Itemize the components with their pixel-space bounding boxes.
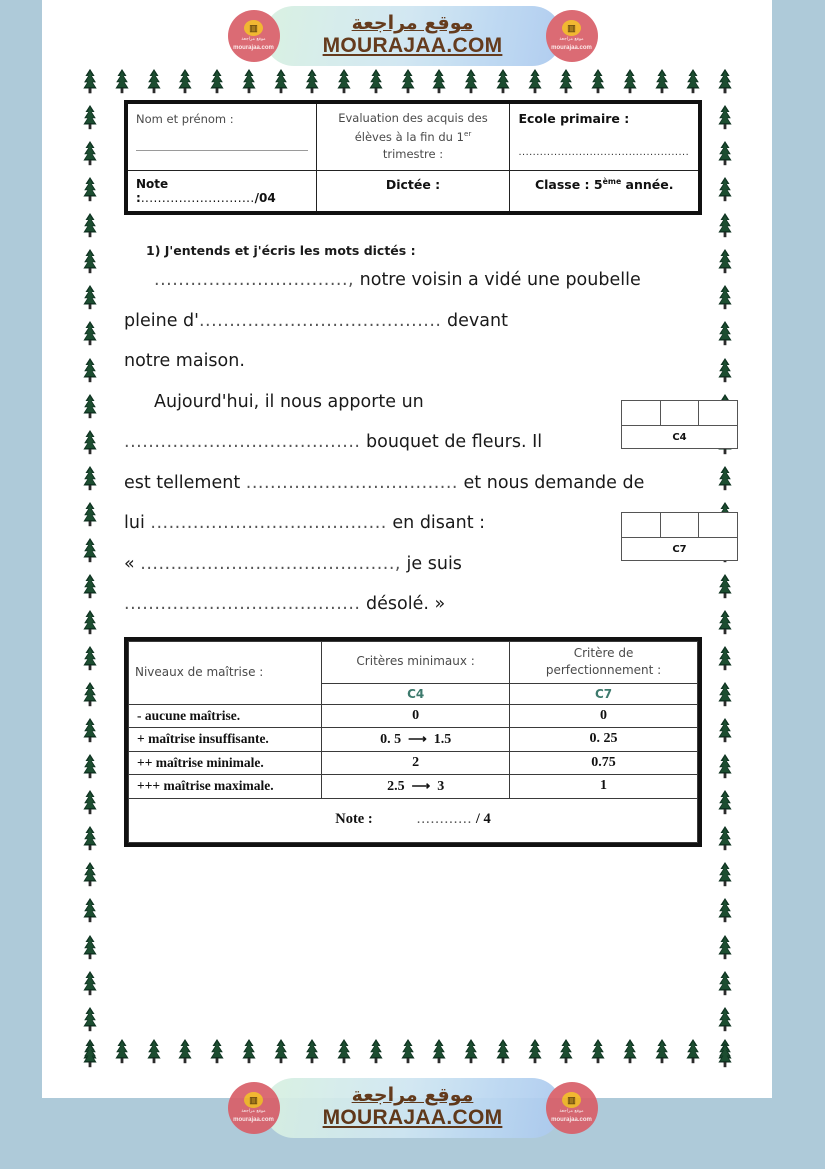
dictation-line	[124, 472, 702, 493]
competency-box-c4-label: C4	[622, 425, 737, 448]
pine-tree-icon	[525, 68, 545, 94]
eval-header-minimal: Critères minimaux :	[322, 641, 510, 683]
sentence-text: «	[124, 553, 141, 574]
dictation-line	[124, 272, 702, 290]
pine-tree-icon	[715, 1042, 735, 1068]
pine-tree-icon	[715, 934, 735, 960]
sentence-text: notre maison.	[124, 351, 245, 372]
pine-tree-icon	[588, 68, 608, 94]
eval-footer-row	[129, 798, 698, 842]
pine-tree-icon	[239, 68, 259, 94]
competency-cell[interactable]	[661, 401, 700, 425]
blank-dots[interactable]: ........................................	[198, 310, 442, 331]
pine-tree-icon	[715, 753, 735, 779]
pine-tree-icon	[207, 1038, 227, 1064]
pine-tree-icon	[80, 357, 100, 383]
pine-tree-icon	[620, 1038, 640, 1064]
pine-tree-icon	[80, 897, 100, 923]
pine-tree-icon	[80, 970, 100, 996]
logo-arabic-text: موقع مراجعة	[241, 1109, 266, 1115]
sentence-text: je suis	[400, 553, 462, 574]
eval-row	[129, 751, 698, 774]
pine-tree-icon	[207, 68, 227, 94]
pine-tree-icon	[652, 68, 672, 94]
eval-code-minimal: C4	[322, 683, 510, 704]
pine-tree-icon	[429, 68, 449, 94]
pine-tree-icon	[715, 609, 735, 635]
pine-tree-icon	[80, 1006, 100, 1032]
eval-header-levels: Niveaux de maîtrise :	[129, 641, 322, 704]
class-sup: ème	[602, 177, 622, 187]
pine-tree-icon	[144, 1038, 164, 1064]
evaluation-table	[128, 641, 698, 843]
blank-dots[interactable]: .......................................	[150, 513, 387, 534]
eval-perfection-value: 0	[510, 704, 698, 727]
eval-level-label: + maîtrise insuffisante.	[129, 727, 322, 751]
sentence-text: devant	[441, 310, 508, 331]
eval-note-label: Note :	[335, 810, 373, 827]
pine-tree-icon	[80, 861, 100, 887]
competency-cell[interactable]	[622, 513, 661, 537]
watermark-site-url: MOURAJAA.COM	[322, 34, 503, 58]
cell-dictee	[316, 171, 510, 214]
logo-arabic-text: موقع مراجعة	[241, 37, 266, 43]
sentence-text: désolé. »	[360, 594, 446, 615]
pine-tree-icon	[525, 1038, 545, 1064]
eval-header-row	[129, 641, 698, 683]
sentence-text: en disant :	[386, 513, 486, 534]
eval-note-total: / 4	[475, 810, 491, 827]
sentence-text: lui	[124, 513, 151, 534]
pine-tree-icon	[80, 501, 100, 527]
pine-tree-icon	[715, 825, 735, 851]
pine-tree-icon	[715, 717, 735, 743]
eval-minimal-value: 0	[322, 704, 510, 727]
dictee-label: Dictée :	[385, 177, 441, 193]
logo-arabic-text: موقع مراجعة	[559, 1109, 584, 1115]
dictation-line	[124, 596, 702, 614]
logo-url-text: mourajaa.com	[551, 1116, 592, 1123]
eval-level-label: - aucune maîtrise.	[129, 704, 322, 727]
eval-header-perfection: Critère de perfectionnement :	[510, 641, 698, 683]
pine-tree-icon	[366, 1038, 386, 1064]
cell-class	[510, 171, 700, 214]
pine-tree-icon	[80, 609, 100, 635]
eval-level-label: ++ maîtrise minimale.	[129, 751, 322, 774]
pine-tree-icon	[652, 1038, 672, 1064]
competency-box-c7	[621, 512, 738, 561]
pine-tree-icon	[715, 789, 735, 815]
sentence-text: est tellement	[124, 472, 246, 493]
pine-tree-icon	[80, 573, 100, 599]
pine-tree-icon	[144, 68, 164, 94]
blank-dots[interactable]: ..........................................,	[140, 553, 401, 574]
pine-tree-icon	[80, 212, 100, 238]
school-write-line[interactable]: ................................................	[518, 146, 690, 158]
pine-tree-icon	[271, 1038, 291, 1064]
pine-tree-icon	[715, 645, 735, 671]
tree-border-right	[715, 68, 735, 1068]
blank-dots[interactable]: .......................................	[124, 432, 361, 453]
tree-border-top	[80, 68, 735, 94]
pine-tree-icon	[175, 1038, 195, 1064]
pine-tree-icon	[80, 320, 100, 346]
pine-tree-icon	[366, 68, 386, 94]
class-label: Classe : 5	[534, 177, 603, 193]
pine-tree-icon	[302, 68, 322, 94]
name-label: Nom et prénom :	[136, 112, 234, 126]
watermark-arabic-title: موقع مراجعة	[351, 1084, 474, 1107]
pine-tree-icon	[80, 934, 100, 960]
competency-cell[interactable]	[622, 401, 661, 425]
book-icon: ▥	[562, 20, 581, 36]
pine-tree-icon	[398, 1038, 418, 1064]
blank-dots[interactable]: ................................,	[154, 270, 355, 291]
pine-tree-icon	[80, 176, 100, 202]
pine-tree-icon	[715, 465, 735, 491]
sentence-text: Aujourd'hui, il nous apporte un	[154, 391, 424, 412]
eval-row	[129, 704, 698, 727]
pine-tree-icon	[112, 1038, 132, 1064]
blank-dots[interactable]: .......................................	[124, 594, 361, 615]
competency-cell[interactable]	[699, 513, 737, 537]
blank-dots[interactable]: ...................................	[245, 472, 458, 493]
watermark-site-url: MOURAJAA.COM	[322, 1106, 503, 1130]
note-write-line[interactable]: ...........................	[140, 191, 255, 206]
pine-tree-icon	[80, 104, 100, 130]
sentence-text: notre voisin a vidé une poubelle	[354, 270, 641, 291]
eval-note-footer	[129, 798, 698, 842]
pine-tree-icon	[302, 1038, 322, 1064]
pine-tree-icon	[715, 897, 735, 923]
pine-tree-icon	[683, 1038, 703, 1064]
competency-box-c7-cells[interactable]	[622, 513, 737, 537]
pine-tree-icon	[80, 825, 100, 851]
evaluation-title-line1: Evaluation des acquis des	[338, 111, 488, 125]
pine-tree-icon	[334, 1038, 354, 1064]
watermark-arabic-title: موقع مراجعة	[351, 12, 474, 35]
worksheet-content	[124, 100, 702, 847]
pine-tree-icon	[715, 68, 735, 94]
eval-minimal-value: 2.5 ⟶ 3	[322, 774, 510, 798]
pine-tree-icon	[80, 68, 100, 94]
book-icon: ▥	[244, 20, 263, 36]
class-suffix: année.	[621, 177, 674, 193]
evaluation-title-sup: er	[463, 128, 472, 138]
pine-tree-icon	[80, 393, 100, 419]
pine-tree-icon	[80, 537, 100, 563]
pine-tree-icon	[588, 1038, 608, 1064]
competency-cell[interactable]	[699, 401, 737, 425]
dictation-line	[124, 391, 702, 412]
pine-tree-icon	[715, 573, 735, 599]
dictation-text-block	[124, 272, 702, 614]
dictation-line	[124, 553, 702, 574]
pine-tree-icon	[461, 68, 481, 94]
competency-box-c7-label: C7	[622, 537, 737, 560]
pine-tree-icon	[80, 284, 100, 310]
cell-school	[510, 102, 700, 171]
note-label: Note :	[136, 177, 169, 206]
sentence-text: et nous demande de	[457, 472, 645, 493]
pine-tree-icon	[715, 212, 735, 238]
header-table-row-2	[126, 171, 700, 214]
pine-tree-icon	[80, 248, 100, 274]
evaluation-grid	[124, 637, 702, 847]
pine-tree-icon	[80, 465, 100, 491]
evaluation-title	[325, 110, 502, 164]
header-identity-table	[124, 100, 702, 215]
eval-note-blank[interactable]: ............	[416, 810, 473, 827]
pine-tree-icon	[80, 717, 100, 743]
eval-row	[129, 774, 698, 798]
header-table-row-1	[126, 102, 700, 171]
eval-code-perfection: C7	[510, 683, 698, 704]
school-label: Ecole primaire :	[518, 111, 630, 126]
dictation-line	[124, 310, 702, 331]
logo-arabic-text: موقع مراجعة	[559, 37, 584, 43]
logo-url-text: mourajaa.com	[551, 44, 592, 51]
pine-tree-icon	[715, 104, 735, 130]
cell-note	[126, 171, 316, 214]
pine-tree-icon	[715, 284, 735, 310]
pine-tree-icon	[556, 1038, 576, 1064]
pine-tree-icon	[683, 68, 703, 94]
pine-tree-icon	[715, 970, 735, 996]
competency-box-c4	[621, 400, 738, 449]
dictation-line	[124, 515, 702, 533]
pine-tree-icon	[429, 1038, 449, 1064]
eval-row	[129, 727, 698, 751]
competency-cell[interactable]	[661, 513, 700, 537]
pine-tree-icon	[112, 68, 132, 94]
pine-tree-icon	[334, 68, 354, 94]
pine-tree-icon	[80, 140, 100, 166]
eval-perfection-value: 0.75	[510, 751, 698, 774]
pine-tree-icon	[80, 789, 100, 815]
sentence-text: pleine d'	[124, 310, 199, 331]
cell-name	[126, 102, 316, 171]
book-icon: ▥	[244, 1092, 263, 1108]
pine-tree-icon	[715, 140, 735, 166]
logo-url-text: mourajaa.com	[233, 1116, 274, 1123]
exercise-title: 1) J'entends et j'écris les mots dictés :	[146, 243, 416, 259]
pine-tree-icon	[239, 1038, 259, 1064]
pine-tree-icon	[80, 753, 100, 779]
pine-tree-icon	[80, 429, 100, 455]
pine-tree-icon	[715, 357, 735, 383]
arrow-icon: ⟶	[408, 730, 427, 746]
pine-tree-icon	[461, 1038, 481, 1064]
pine-tree-icon	[398, 68, 418, 94]
book-icon: ▥	[562, 1092, 581, 1108]
pine-tree-icon	[493, 68, 513, 94]
eval-level-label: +++ maîtrise maximale.	[129, 774, 322, 798]
cell-evaluation-title	[316, 102, 510, 171]
pine-tree-icon	[715, 681, 735, 707]
pine-tree-icon	[80, 645, 100, 671]
pine-tree-icon	[80, 1042, 100, 1068]
logo-url-text: mourajaa.com	[233, 44, 274, 51]
eval-perfection-value: 0. 25	[510, 727, 698, 751]
pine-tree-icon	[80, 681, 100, 707]
evaluation-title-line3: trimestre :	[382, 147, 444, 162]
pine-tree-icon	[493, 1038, 513, 1064]
pine-tree-icon	[715, 1006, 735, 1032]
eval-minimal-value: 0. 5 ⟶ 1.5	[322, 727, 510, 751]
eval-minimal-value: 2	[322, 751, 510, 774]
eval-perfection-value: 1	[510, 774, 698, 798]
pine-tree-icon	[715, 176, 735, 202]
dictation-line	[124, 353, 702, 371]
pine-tree-icon	[715, 861, 735, 887]
pine-tree-icon	[715, 248, 735, 274]
arrow-icon: ⟶	[411, 777, 431, 793]
note-total: /04	[254, 191, 276, 206]
pine-tree-icon	[556, 68, 576, 94]
pine-tree-icon	[620, 68, 640, 94]
dictation-line	[124, 434, 702, 452]
pine-tree-icon	[175, 68, 195, 94]
competency-box-c4-cells[interactable]	[622, 401, 737, 425]
pine-tree-icon	[715, 320, 735, 346]
evaluation-title-line2: élèves à la fin du 1	[354, 129, 464, 144]
pine-tree-icon	[271, 68, 291, 94]
tree-border-left	[80, 68, 100, 1068]
sentence-text: bouquet de fleurs. Il	[360, 432, 543, 453]
name-write-line[interactable]	[136, 149, 308, 151]
tree-border-bottom	[80, 1038, 735, 1064]
